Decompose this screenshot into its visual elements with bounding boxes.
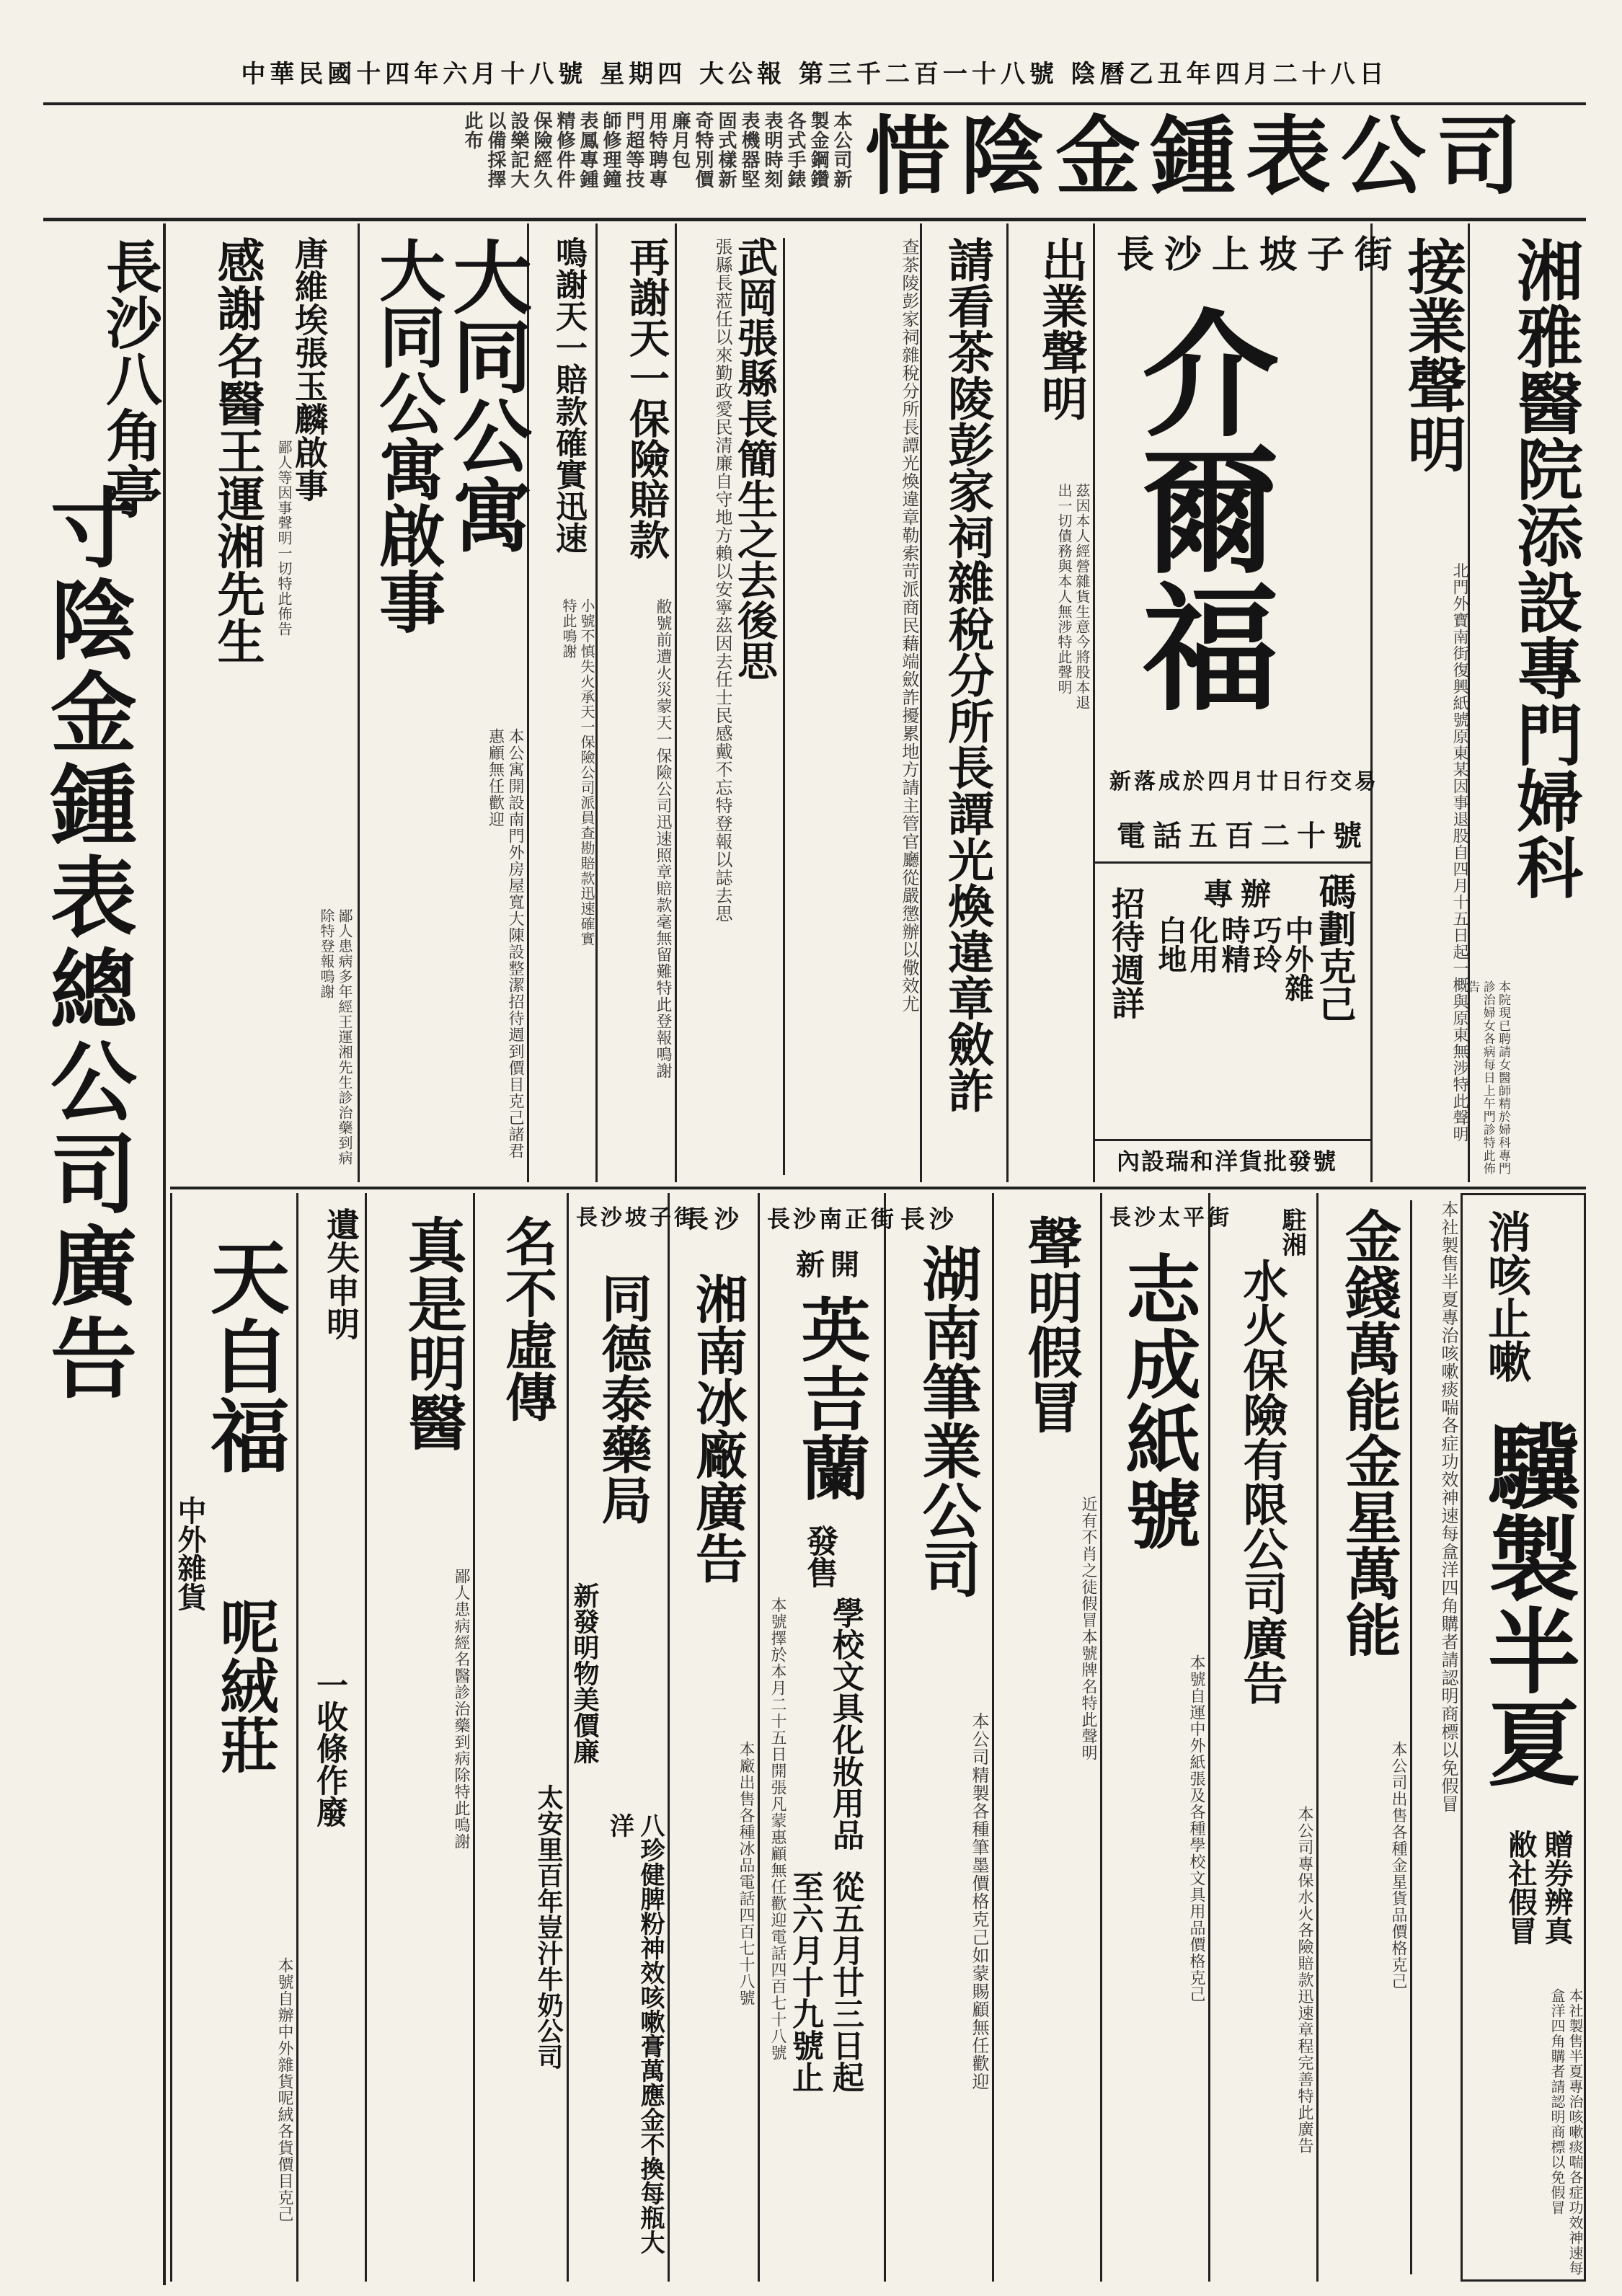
- ad-zhenshi: [365, 1193, 473, 2282]
- ad-datong: [358, 223, 533, 1182]
- notice-col: 設樂記大: [508, 111, 529, 189]
- tongde-loc: 長沙坡子街: [576, 1205, 699, 1231]
- notice-col: 本公司新: [830, 111, 852, 189]
- binchang-loc: 長沙: [684, 1205, 745, 1234]
- chuye-body: 茲因本人經營雜貨生意今將股本退出一切債務與本人無涉特此聲明: [1055, 483, 1091, 710]
- chaling-title: 請看茶陵彭家祠雜稅分所長譚光煥違章斂詐: [940, 236, 994, 1113]
- jiefu-open: 新落成於四月廿日行交易: [1109, 769, 1379, 794]
- xiaoke-name: 驥製半夏: [1472, 1419, 1580, 1788]
- masthead-rule: [43, 102, 1586, 105]
- mingbu-body: 太安里百年豈汁牛奶公司: [533, 1784, 564, 2070]
- zhuanban-col: 白地: [1153, 916, 1187, 973]
- jiefu-zhaodai: 招待週詳: [1107, 887, 1145, 1019]
- xiangya-body: 本院現已聘請女醫師精於婦科專門診治婦女各病每日上午門診特此佈告: [1465, 980, 1510, 1175]
- binchang-title: 湘南冰廠廣告: [687, 1272, 748, 1584]
- xiaoke-gift: 贈券辨真: [1540, 1830, 1574, 1945]
- tangwei-body: 鄙人等因事聲明一切特此佈告: [275, 440, 293, 637]
- jiefu-rule: [1095, 861, 1373, 864]
- chuye-title: 出業聲明: [1034, 236, 1088, 421]
- ad-mingxie: [527, 223, 595, 1182]
- yishi-body: 一收條作廢: [311, 1669, 347, 1827]
- zhuanban-col: 巧玲: [1249, 916, 1282, 973]
- notice-col: 廉月包: [669, 111, 691, 169]
- yingji-date2: 至六月十九號止: [786, 1871, 823, 2093]
- xiaoke-brand: 敝社假冒: [1504, 1830, 1538, 1945]
- notice-col: 用特聘專: [646, 111, 668, 189]
- notice-col: 製金鋼鑽: [807, 111, 829, 189]
- ad-bishe: [884, 1193, 992, 2282]
- xiangya-title: 湘雅醫院添設專門婦科: [1506, 236, 1584, 900]
- baoxian-title: 再謝天一保險賠款: [623, 236, 670, 559]
- yingji-title: 英吉蘭: [790, 1294, 872, 1502]
- notice-col: 各式手錶: [784, 111, 806, 189]
- yingji-body: 本號擇於本月二十五日開張凡蒙惠顧無任歡迎電話四百七十八號: [768, 1597, 786, 2061]
- tianzifu-branch: 呢絨莊: [210, 1597, 280, 1774]
- notice-col: 奇特別價: [692, 111, 714, 189]
- zhuanban-col: 中外雜: [1280, 916, 1314, 1002]
- top-banner: [130, 108, 1586, 216]
- banner-rule: [43, 218, 1586, 221]
- yingji-loc: 長沙南正街: [767, 1205, 898, 1233]
- ad-yishi: [296, 1193, 365, 2282]
- bishe-body: 本公司精製各種筆墨價格克己如蒙賜顧無任歡迎: [969, 1712, 989, 2091]
- ad-shuihuo: [1208, 1193, 1316, 2282]
- top-banner-title: 惜陰金鍾表公司: [865, 106, 1532, 206]
- jiefu-name: 介爾福: [1120, 303, 1280, 714]
- datong-body: 本公寓開設南門外房屋寬大陳設整潔招待週到價目克己諸君惠顧無任歡迎: [486, 728, 524, 1159]
- xiaoke-extra: 本社製售半夏專治咳嗽痰喘各症功效神速每盒洋四角購者請認明商標以免假冒: [1410, 1200, 1459, 2274]
- jiefu-phone: 電話五百二十號: [1117, 819, 1369, 853]
- zhicheng-title: 志成紙號: [1113, 1251, 1202, 1551]
- shuihuo-body: 本公司專保水火各險賠款迅速章程完善特此廣告: [1295, 1806, 1313, 2154]
- chaling-body: 查茶陵彭家祠雜稅分所長譚光煥違章勒索苛派商民藉端斂詐擾累地方請主管官廳從嚴懲辦以儆效尤: [783, 238, 920, 1175]
- notice-col: 師修理鐘: [600, 111, 621, 189]
- ad-tongde: [567, 1193, 699, 2282]
- jiefu-name-box: [1102, 288, 1365, 757]
- upper-grid: [170, 223, 1586, 1189]
- ad-shengming: [992, 1193, 1100, 2282]
- notice-col: 表鳳專鍾: [577, 111, 598, 189]
- jinqian-body: 本公司出售各種金星貨品價格克己: [1389, 1741, 1407, 1990]
- zhenshi-body: 鄙人患病經名醫診治藥到病除特此鳴謝: [452, 1568, 470, 1850]
- notice-col: 表機器堅: [738, 111, 760, 189]
- notice-col: 固式樣新: [715, 111, 737, 189]
- zhenshi-title: 真是明醫: [398, 1215, 467, 1451]
- ganxie-body: 鄙人患病多年經王運湘先生診治藥到病除特登報鳴謝: [318, 908, 353, 1166]
- tianzifu-body: 本號自辦中外雜貨呢絨各貨價目克己: [275, 1957, 293, 2222]
- zhicheng-body: 本號自運中外紙張及各種學校文具用品價格克己: [1187, 1654, 1205, 2003]
- wugang-body: 張縣長蒞任以來勤政愛民清廉自守地方賴以安寧茲因去任士民感戴不忘特登報以誌去思: [712, 238, 732, 923]
- masthead: [43, 62, 1586, 98]
- ad-jinqian: [1316, 1193, 1410, 2282]
- shengming-body: 近有不肖之徒假冒本號牌名特此聲明: [1079, 1496, 1097, 1761]
- tongde-sub: 新發明物美價廉: [570, 1582, 600, 1764]
- notice-col: 保險經久: [531, 111, 552, 189]
- binchang-body: 本廠出售各種冰品電話四百七十八號: [737, 1741, 755, 2006]
- baoxian-body: 敝號前遭火災蒙天一保險公司迅速照章賠款毫無留難特此登報鳴謝: [654, 598, 672, 1079]
- left-banner-title: 寸陰金鍾表總公司廣告: [36, 483, 138, 1406]
- jiefu-mark: 碼劃克己: [1312, 872, 1356, 1022]
- yingji-goods: 學校文具化妝用品: [827, 1597, 864, 1850]
- tangwei-title: 唐維埃張玉麟啟事: [290, 236, 329, 502]
- ad-chuye: [1006, 223, 1093, 1182]
- tianzifu-sub: 中外雜貨: [173, 1496, 207, 1611]
- ganxie-title: 感謝名醫王運湘先生: [209, 236, 265, 665]
- tongde-title: 同德泰藥局: [593, 1272, 653, 1525]
- ad-xiaoke: [1461, 1193, 1586, 2282]
- masthead-line: 中華民國十四年六月十八號 星期四 大公報 第三千二百一十八號 陰曆乙丑年四月二十八日: [241, 60, 1388, 89]
- ad-baoxian: [595, 223, 675, 1182]
- ad-jieye: [1370, 223, 1468, 1182]
- jieye-title: 接業聲明: [1398, 236, 1467, 473]
- ad-zhicheng: [1100, 1193, 1232, 2282]
- notice-col: 精修件件: [554, 111, 575, 189]
- ad-ganxie: [170, 223, 358, 1182]
- yishi-title: 遺失申明: [322, 1207, 360, 1340]
- left-banner-place: 長沙八角亭: [97, 238, 162, 519]
- lower-grid: [170, 1193, 1586, 2285]
- zhicheng-loc: 長沙太平街: [1109, 1205, 1232, 1231]
- mingxie-title: 鳴謝天一賠款確實迅速: [550, 236, 587, 554]
- wugang-title: 武岡張縣長簡生之去後思: [731, 236, 779, 681]
- jiefu-zhuanban-list: [1153, 916, 1314, 1161]
- yingji-open: 新開: [796, 1248, 865, 1282]
- top-banner-notices: [130, 111, 851, 212]
- jinqian-title: 金錢萬能金星萬能: [1336, 1207, 1401, 1657]
- jiefu-zhuanban-head: 專辦: [1203, 877, 1279, 912]
- notice-col: 以備採擇: [484, 111, 506, 189]
- ad-wugang: [675, 223, 783, 1182]
- shengming-title: 聲明假冒: [1019, 1215, 1083, 1434]
- notice-col: 表明時刻: [761, 111, 783, 189]
- bishe-title: 湖南筆業公司: [913, 1244, 982, 1598]
- yingji-sell: 發售: [801, 1525, 838, 1588]
- ad-xiangya: [1465, 223, 1586, 1182]
- ad-jiefu: [1093, 223, 1403, 1182]
- ad-tianzifu: [170, 1193, 296, 2282]
- xiaoke-body: 本社製售半夏專治咳嗽痰喘各症功效神速每盒洋四角購者請認明商標以免假冒: [1548, 1988, 1584, 2276]
- datong-title: 大同公寓: [440, 236, 533, 554]
- yingji-date1: 從五月廿三日起: [827, 1871, 864, 2093]
- notice-col: 此布: [461, 111, 483, 150]
- ad-yingji: [758, 1193, 898, 2282]
- tongde-body: 八珍健脾粉神效咳嗽膏萬應金不換每瓶大洋: [605, 1813, 665, 2254]
- bishe-loc: 長沙: [900, 1205, 958, 1234]
- ad-mingbu: [473, 1193, 567, 2282]
- notice-col: 門超等技: [623, 111, 644, 189]
- datong-subtitle: 大同公寓啟事: [368, 236, 446, 634]
- shuihuo-loc: 駐湘: [1277, 1207, 1306, 1256]
- left-banner: [36, 223, 166, 2285]
- zhuanban-col: 化用: [1185, 916, 1219, 973]
- zhuanban-col: 時精: [1217, 916, 1251, 973]
- ad-binchang: [668, 1193, 758, 2282]
- xiaoke-title: 消咳止嗽: [1481, 1210, 1531, 1383]
- jiefu-loc: 長沙上坡子街: [1117, 233, 1403, 277]
- ad-chaling: [920, 223, 1006, 1182]
- mingxie-body: 小號不慎失火承天一保險公司派員查勘賠款迅速確實特此鳴謝: [560, 598, 595, 947]
- jieye-body: 北門外寶南街復興紙號原東某因事退股自四月十五日起一概與原東無涉特此聲明: [1450, 562, 1468, 1143]
- jiefu-jianfa: 內設瑞和洋貨批發號: [1117, 1148, 1338, 1175]
- mingbu-title: 名不虛傳: [497, 1215, 558, 1422]
- shuihuo-title: 水火保險有限公司廣告: [1236, 1258, 1288, 1705]
- tianzifu-title: 天自福: [198, 1236, 291, 1474]
- jiefu-rule-2: [1095, 1139, 1373, 1141]
